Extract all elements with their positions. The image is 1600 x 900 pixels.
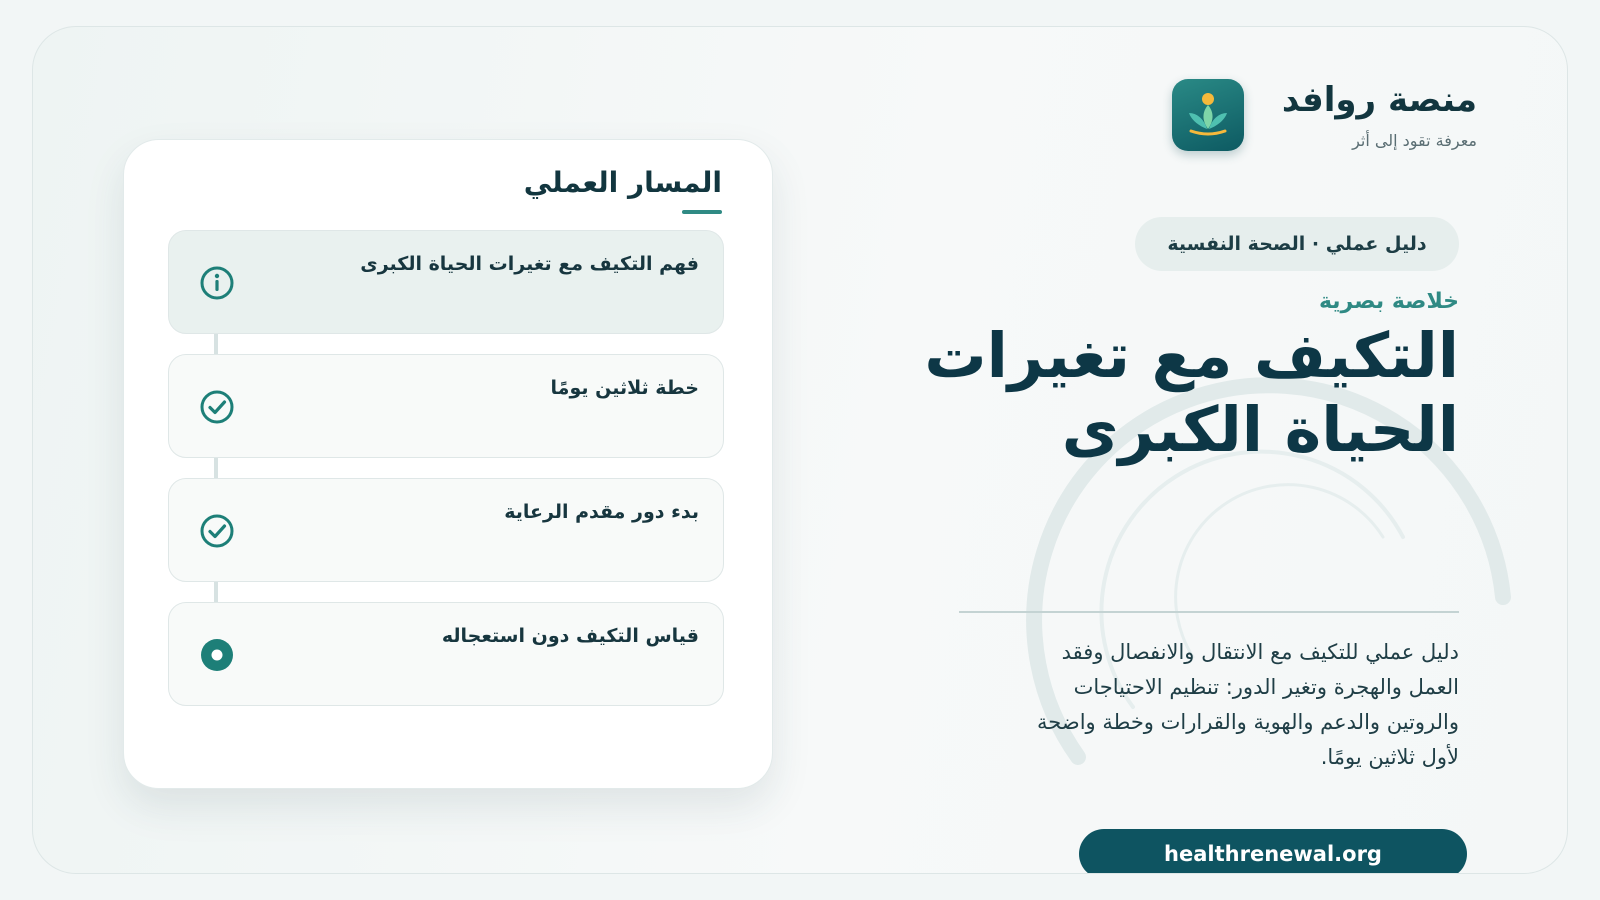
category-pill: دليل عملي · الصحة النفسية [1135,217,1459,271]
brand-header [1172,79,1477,151]
step-label: بدء دور مقدم الرعاية [504,501,699,523]
divider [959,611,1459,613]
description: دليل عملي للتكيف مع الانتقال والانفصال وفقد العمل والهجرة وتغير الدور: تنظيم الاحتياجات والروتين والدعم والهوية والقرارات وخطة واضحة لأول ثلاثين يومًا. [1037,640,1459,769]
page-title [819,319,1459,467]
check-circle-icon [199,513,235,549]
info-icon [199,265,235,301]
step-label: خطة ثلاثين يومًا [550,377,699,399]
title-line-1: التكيف مع تغيرات [924,319,1459,392]
step-label: فهم التكيف مع تغيرات الحياة الكبرى [360,253,699,275]
brand-tagline: معرفة تقود إلى أثر [1352,130,1477,150]
brand-text [1282,80,1477,150]
step-item-measuring-adaptation[interactable] [168,602,724,706]
step-item-thirty-day-plan[interactable] [168,354,724,458]
practical-path-panel [123,139,773,789]
eyebrow-label: خلاصة بصرية [1318,289,1459,314]
step-item-caregiver-role[interactable] [168,478,724,582]
brand-name: منصة روافد [1281,80,1477,121]
panel-title-underline [682,210,722,214]
lotus-sun-icon [1172,79,1244,151]
step-label: قياس التكيف دون استعجاله [441,625,699,647]
step-item-understanding[interactable] [168,230,724,334]
check-circle-icon [199,389,235,425]
panel-title: المسار العملي [523,166,722,199]
dot-circle-icon [199,637,235,673]
title-line-2: الحياة الكبرى [1061,393,1459,466]
main-card [32,26,1568,874]
website-link-button[interactable]: healthrenewal.org [1079,829,1467,874]
